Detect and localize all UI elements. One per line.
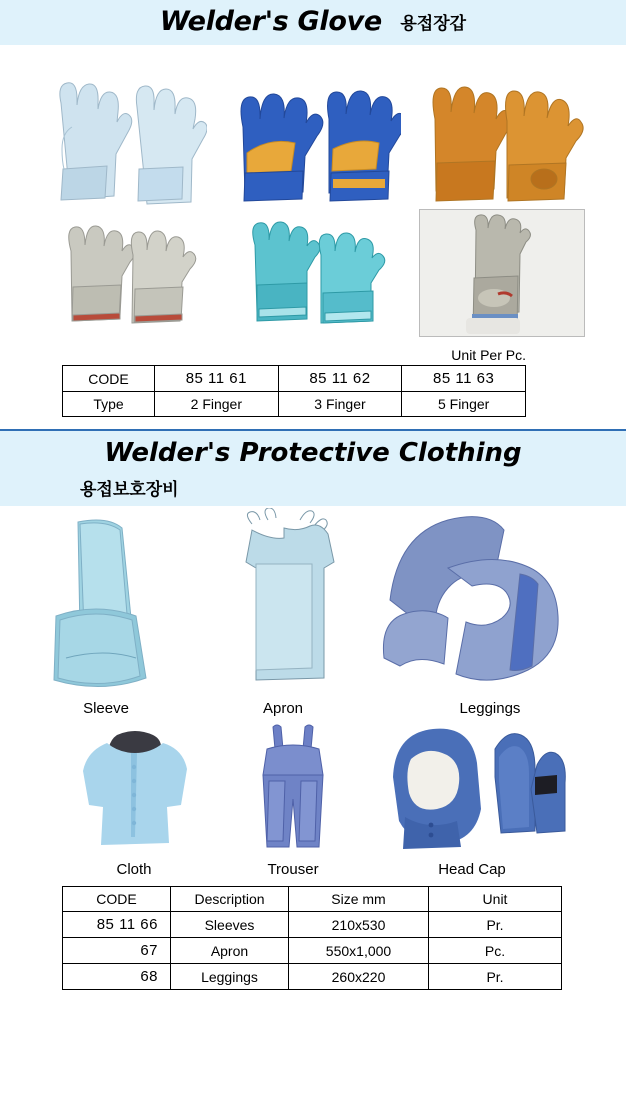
table-row [63, 392, 526, 417]
photo-welding-head-cap [377, 721, 567, 855]
header-description: Description [171, 887, 289, 912]
item-head-cap [377, 721, 567, 878]
caption-sleeve: Sleeve [83, 700, 129, 717]
table-row [63, 366, 526, 392]
caption-trouser: Trouser [267, 861, 319, 878]
caption-cloth: Cloth [116, 861, 152, 878]
table-row [63, 938, 562, 964]
item-apron [208, 508, 358, 717]
row1-size: 210x530 [289, 912, 429, 938]
section2-photo-row-1 [0, 508, 626, 717]
section1-header-band [0, 0, 626, 45]
section2-title-en: Welder's Protective Clothing [104, 438, 522, 468]
row2-size: 550x1,000 [289, 938, 429, 964]
section2-photo-row-2 [0, 721, 626, 878]
row3-size: 260x220 [289, 964, 429, 990]
section1-photo-row-2 [0, 209, 626, 337]
caption-apron: Apron [262, 700, 304, 717]
header-unit: Unit [429, 887, 562, 912]
photo-blue-yellow-welding-gloves [225, 57, 401, 205]
code-1: 85 11 61 [155, 366, 279, 392]
table-row [63, 912, 562, 938]
row-label-type: Type [63, 392, 155, 417]
type-3: 5 Finger [402, 392, 526, 417]
header-code: CODE [63, 887, 171, 912]
row2-unit: Pc. [429, 938, 562, 964]
table-header-row [63, 887, 562, 912]
photo-welding-leggings [370, 508, 610, 694]
item-trouser [223, 721, 363, 878]
section1-photo-row-1 [0, 57, 626, 205]
section1-table-wrap [0, 347, 626, 417]
photo-light-blue-leather-gloves [41, 57, 207, 205]
unit-per-note: Unit Per Pc. [451, 347, 526, 363]
photo-welding-sleeve [16, 508, 196, 694]
code-3: 85 11 63 [402, 366, 526, 392]
photo-heat-resistant-gauntlet-glove [419, 209, 585, 337]
section2-title-ko: 용접보호장비 [80, 480, 179, 500]
row1-code: 85 11 66 [63, 912, 171, 938]
photo-tan-leather-gloves [419, 57, 585, 205]
section1-title-ko: 용접장갑 [400, 14, 467, 34]
row2-description: Apron [171, 938, 289, 964]
section1-table [62, 365, 526, 417]
item-sleeve [16, 508, 196, 717]
row3-unit: Pr. [429, 964, 562, 990]
item-leggings [370, 508, 610, 717]
row3-code: 68 [63, 964, 171, 990]
code-2: 85 11 62 [278, 366, 402, 392]
section2-table-wrap [0, 886, 626, 990]
row3-description: Leggings [171, 964, 289, 990]
section2-table [62, 886, 562, 990]
photo-welding-trouser [223, 721, 363, 855]
caption-head-cap: Head Cap [438, 861, 506, 878]
caption-leggings: Leggings [459, 700, 521, 717]
photo-welding-jacket-cloth [59, 721, 209, 855]
item-cloth [59, 721, 209, 878]
photo-welding-apron [208, 508, 358, 694]
table-row [63, 964, 562, 990]
row-label-code: CODE [63, 366, 155, 392]
row1-description: Sleeves [171, 912, 289, 938]
photo-grey-split-leather-gloves [41, 209, 207, 337]
section1-title-en: Welder's Glove [159, 6, 382, 37]
header-size: Size mm [289, 887, 429, 912]
row1-unit: Pr. [429, 912, 562, 938]
section2-header-band [0, 429, 626, 506]
row2-code: 67 [63, 938, 171, 964]
type-2: 3 Finger [278, 392, 402, 417]
type-1: 2 Finger [155, 392, 279, 417]
photo-teal-fleece-lined-gloves [225, 209, 401, 337]
